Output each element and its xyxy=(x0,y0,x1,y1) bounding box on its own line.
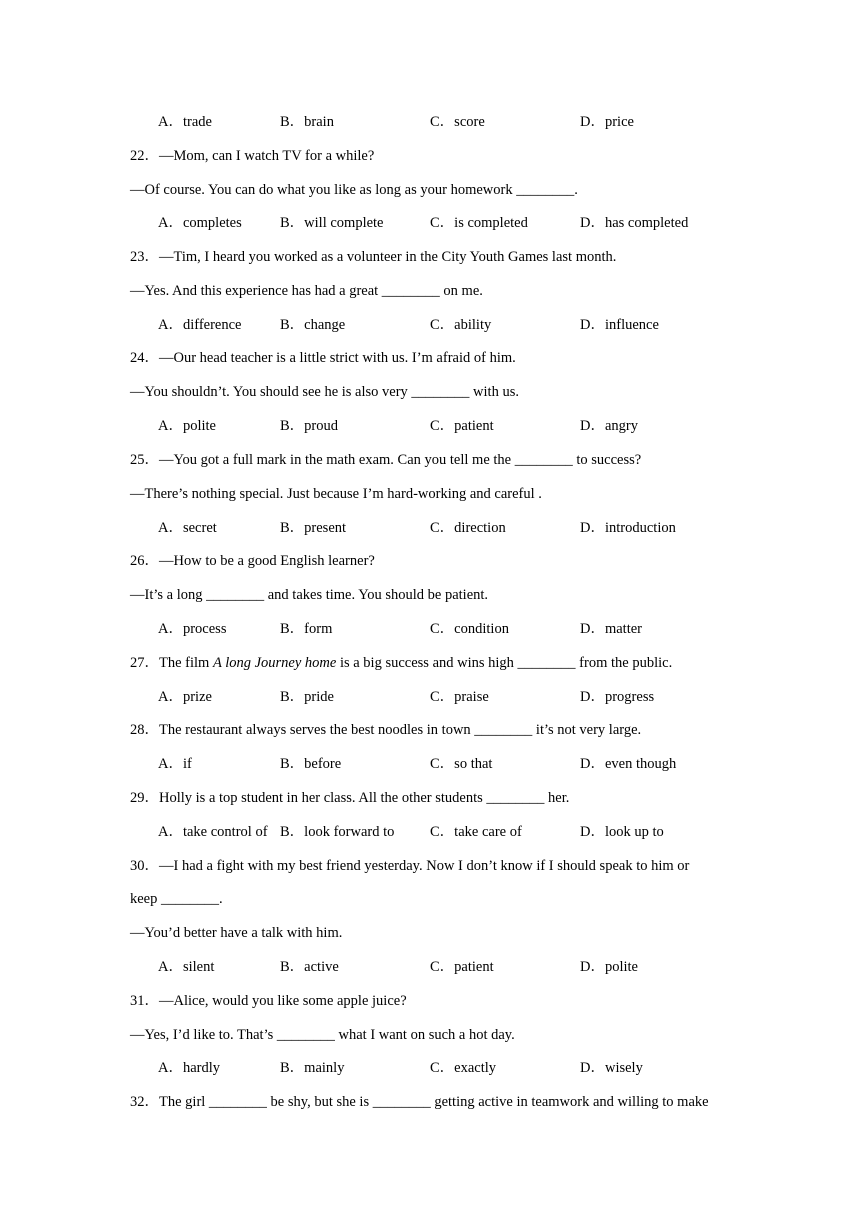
q21-option-a: A．trade xyxy=(158,114,212,130)
q25-option-d: D．introduction xyxy=(580,520,676,536)
q23-question: 23．—Tim, I heard you worked as a volunteer in the City Youth Games last month. xyxy=(130,249,617,265)
q21-option-c: C．score xyxy=(430,114,485,130)
q31-answer-line: —Yes, I’d like to. That’s ________ what I want on such a hot day. xyxy=(130,1027,515,1043)
q22-option-b: B．will complete xyxy=(280,215,384,231)
q28-question: 28．The restaurant always serves the best noodles in town ________ it’s not very large. xyxy=(130,722,642,738)
q24-option-a: A．polite xyxy=(158,418,216,434)
q23-answer-line: —Yes. And this experience has had a great ________ on me. xyxy=(130,283,483,299)
q24-option-c: C．patient xyxy=(430,418,494,434)
q24-option-b: B．proud xyxy=(280,418,338,434)
q21-option-d: D．price xyxy=(580,114,634,130)
q31-option-c: C．exactly xyxy=(430,1060,497,1076)
q30-option-d: D．polite xyxy=(580,959,638,975)
q23-option-a: A．difference xyxy=(158,317,242,333)
q21-option-b: B．brain xyxy=(280,114,334,130)
q23-option-d: D．influence xyxy=(580,317,659,333)
q22-option-a: A．completes xyxy=(158,215,242,231)
q24-answer-line: —You shouldn’t. You should see he is also very ________ with us. xyxy=(130,384,519,400)
q29-option-b: B．look forward to xyxy=(280,824,395,840)
q25-option-a: A．secret xyxy=(158,520,217,536)
q30-option-b: B．active xyxy=(280,959,339,975)
q22-question: 22．—Mom, can I watch TV for a while? xyxy=(130,148,375,164)
q26-question: 26．—How to be a good English learner? xyxy=(130,553,375,569)
q24-option-d: D．angry xyxy=(580,418,638,434)
q28-option-d: D．even though xyxy=(580,756,677,772)
q29-option-a: A．take control of xyxy=(158,824,268,840)
q25-answer-line: —There’s nothing special. Just because I’m hard-working and careful . xyxy=(130,486,542,502)
q23-option-b: B．change xyxy=(280,317,346,333)
q22-option-d: D．has completed xyxy=(580,215,689,231)
q27-pre: 27．The film xyxy=(130,655,213,671)
q30-option-a: A．silent xyxy=(158,959,215,975)
q30-option-c: C．patient xyxy=(430,959,494,975)
q30-question: 30．—I had a fight with my best friend yesterday. Now I don’t know if I should speak to him or xyxy=(130,858,690,874)
q26-option-a: A．process xyxy=(158,621,227,637)
q31-option-b: B．mainly xyxy=(280,1060,345,1076)
q30-question-cont: keep ________. xyxy=(130,891,223,907)
q31-question: 31．—Alice, would you like some apple juice? xyxy=(130,993,407,1009)
q32-question: 32．The girl ________ be shy, but she is ________ getting active in teamwork and willing to make xyxy=(130,1094,709,1110)
q28-option-c: C．so that xyxy=(430,756,493,772)
q28-option-a: A．if xyxy=(158,756,192,772)
q31-option-d: D．wisely xyxy=(580,1060,643,1076)
q29-question: 29．Holly is a top student in her class. All the other students ________ her. xyxy=(130,790,570,806)
q22-option-c: C．is completed xyxy=(430,215,528,231)
q26-option-c: C．condition xyxy=(430,621,509,637)
q29-option-c: C．take care of xyxy=(430,824,522,840)
q27-question xyxy=(130,653,672,673)
q27-option-c: C．praise xyxy=(430,689,489,705)
q26-option-d: D．matter xyxy=(580,621,643,637)
q28-option-b: B．before xyxy=(280,756,342,772)
q27-option-a: A．prize xyxy=(158,689,212,705)
q25-option-c: C．direction xyxy=(430,520,506,536)
q27-option-d: D．progress xyxy=(580,689,655,705)
q23-option-c: C．ability xyxy=(430,317,492,333)
q26-option-b: B．form xyxy=(280,621,333,637)
q24-question: 24．—Our head teacher is a little strict with us. I’m afraid of him. xyxy=(130,350,516,366)
q25-option-b: B．present xyxy=(280,520,347,536)
q27-option-b: B．pride xyxy=(280,689,334,705)
q31-option-a: A．hardly xyxy=(158,1060,221,1076)
q30-answer-line: —You’d better have a talk with him. xyxy=(130,925,343,941)
q27-post: is a big success and wins high ________ from the public. xyxy=(336,655,673,671)
q27-film-title: A long Journey home xyxy=(212,655,337,671)
q25-question: 25．—You got a full mark in the math exam. Can you tell me the ________ to success? xyxy=(130,452,642,468)
q29-option-d: D．look up to xyxy=(580,824,664,840)
q22-answer-line: —Of course. You can do what you like as long as your homework ________. xyxy=(130,182,578,198)
q26-answer-line: —It’s a long ________ and takes time. You should be patient. xyxy=(130,587,489,603)
